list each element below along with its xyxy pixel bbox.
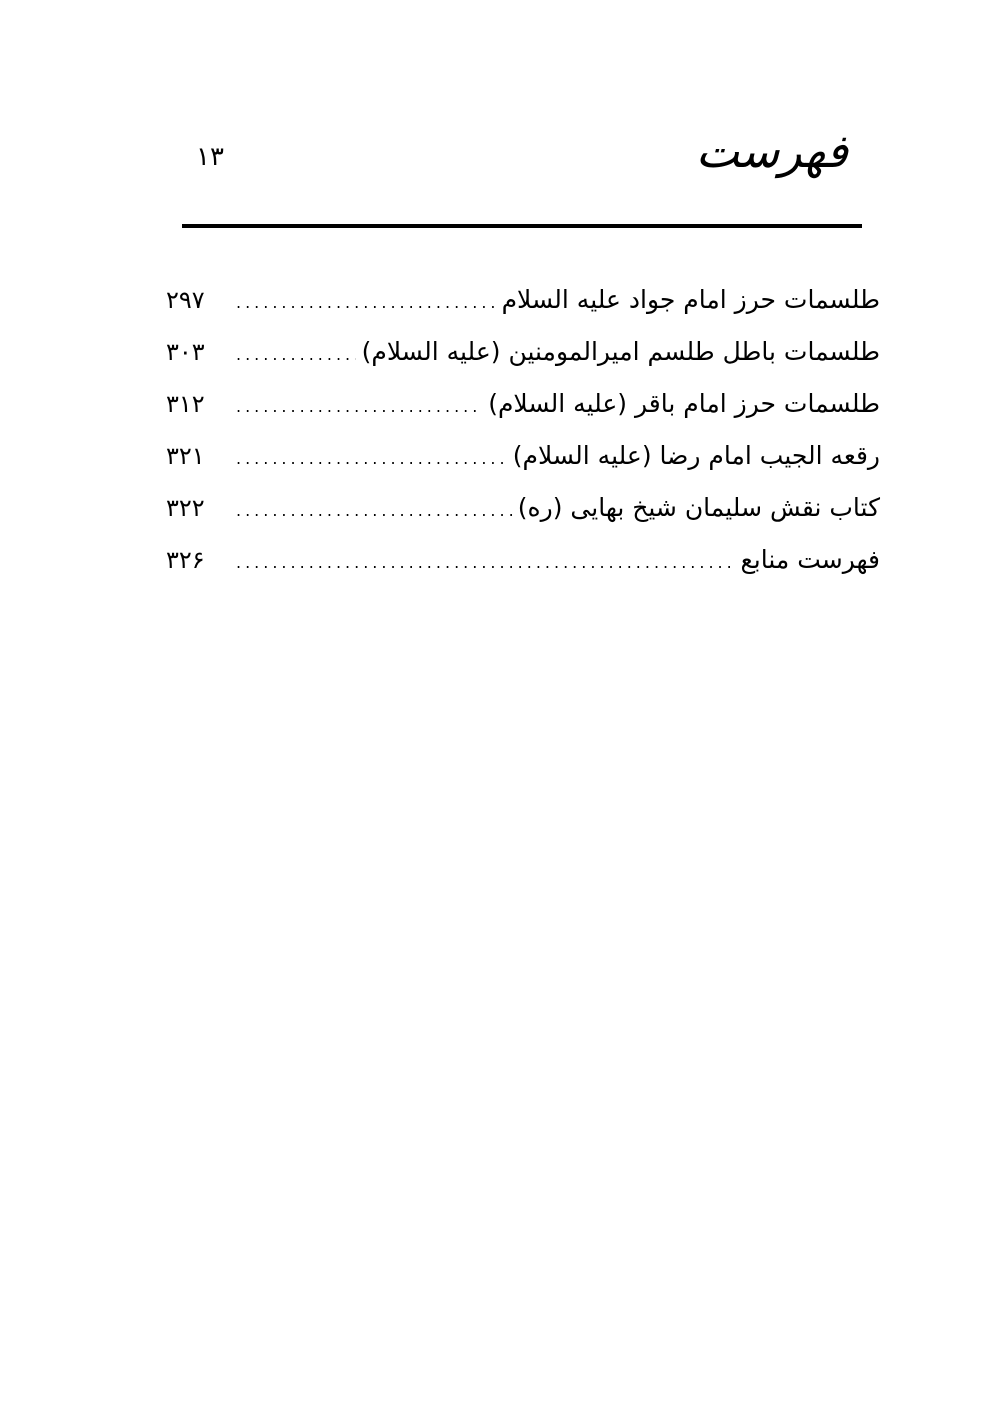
toc-entry-title: طلسمات باطل طلسم امیرالمومنین (علیه السلام) — [361, 337, 880, 366]
dot-leader — [236, 537, 734, 589]
toc-entry-page: ۳۱۲ — [166, 390, 205, 418]
header-divider — [182, 224, 862, 228]
toc-entry-title: طلسمات حرز امام جواد علیه السلام — [501, 285, 880, 314]
page-title: فهرست — [695, 124, 848, 178]
toc-entry-title: فهرست منابع — [740, 545, 880, 574]
dot-leader — [236, 277, 496, 329]
toc-entry-title: رقعه الجیب امام رضا (علیه السلام) — [512, 441, 880, 470]
toc-entry-page: ۲۹۷ — [166, 286, 205, 314]
toc-entry — [166, 378, 880, 430]
toc-entry — [166, 430, 880, 482]
dot-leader — [236, 329, 356, 381]
toc-entry-page: ۳۰۳ — [166, 338, 205, 366]
toc-entry — [166, 482, 880, 534]
dot-leader — [236, 485, 512, 537]
dot-leader — [236, 381, 482, 433]
dot-leader — [236, 433, 507, 485]
table-of-contents — [166, 274, 880, 586]
toc-entry — [166, 274, 880, 326]
toc-entry-page: ۳۲۶ — [166, 546, 205, 574]
toc-entry-title: طلسمات حرز امام باقر (علیه السلام) — [488, 389, 880, 418]
toc-entry-page: ۳۲۱ — [166, 442, 205, 470]
toc-entry — [166, 534, 880, 586]
toc-entry — [166, 326, 880, 378]
toc-entry-page: ۳۲۲ — [166, 494, 205, 522]
page-number: ۱۳ — [196, 142, 224, 172]
toc-entry-title: کتاب نقش سلیمان شیخ بهایی (ره) — [517, 493, 880, 522]
